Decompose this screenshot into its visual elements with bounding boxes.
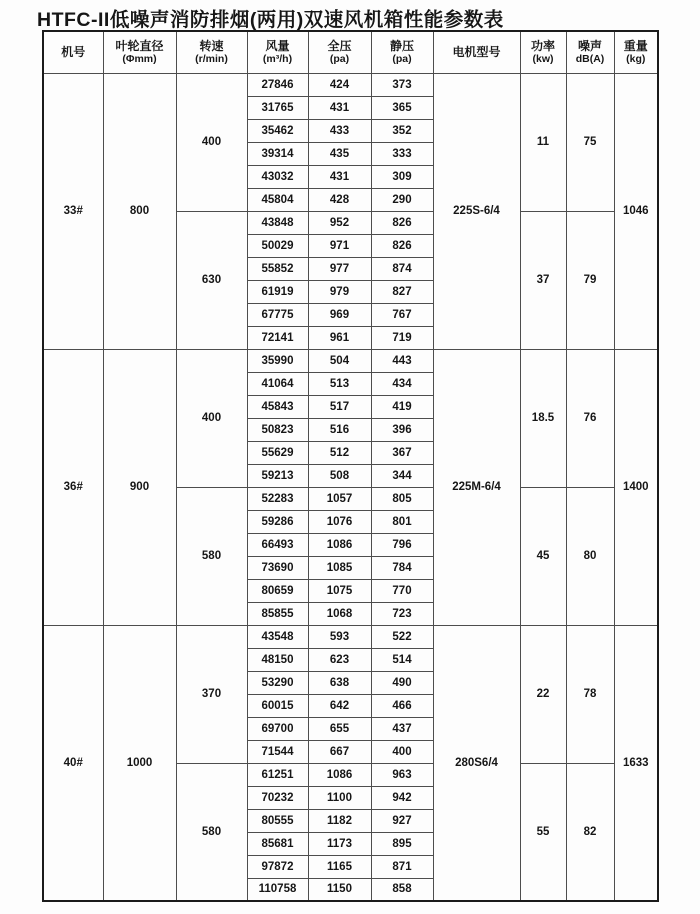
cell-noise: 82 (566, 763, 614, 901)
cell-total-pressure: 516 (308, 418, 371, 441)
cell-static-pressure: 443 (371, 349, 433, 372)
cell-total-pressure: 1085 (308, 556, 371, 579)
cell-weight: 1046 (614, 73, 658, 349)
cell-airflow: 43032 (247, 165, 308, 188)
cell-static-pressure: 490 (371, 671, 433, 694)
cell-airflow: 27846 (247, 73, 308, 96)
cell-airflow: 39314 (247, 142, 308, 165)
cell-power: 11 (520, 73, 566, 211)
cell-total-pressure: 655 (308, 717, 371, 740)
col-header-label: 转速 (199, 38, 224, 53)
cell-total-pressure: 642 (308, 694, 371, 717)
col-header-total-pressure (308, 31, 371, 73)
col-header-impeller-diameter (103, 31, 176, 73)
cell-total-pressure: 1173 (308, 832, 371, 855)
cell-static-pressure: 437 (371, 717, 433, 740)
col-header-unit: (m³/h) (262, 52, 293, 65)
cell-static-pressure: 927 (371, 809, 433, 832)
cell-static-pressure: 333 (371, 142, 433, 165)
cell-airflow: 45843 (247, 395, 308, 418)
cell-static-pressure: 826 (371, 211, 433, 234)
col-header-static-pressure (371, 31, 433, 73)
cell-static-pressure: 801 (371, 510, 433, 533)
cell-airflow: 69700 (247, 717, 308, 740)
cell-static-pressure: 365 (371, 96, 433, 119)
cell-static-pressure: 522 (371, 625, 433, 648)
cell-total-pressure: 428 (308, 188, 371, 211)
cell-static-pressure: 858 (371, 878, 433, 901)
cell-airflow: 61251 (247, 763, 308, 786)
cell-airflow: 31765 (247, 96, 308, 119)
cell-airflow: 35462 (247, 119, 308, 142)
col-header-weight (614, 31, 658, 73)
cell-total-pressure: 504 (308, 349, 371, 372)
cell-speed: 400 (176, 349, 247, 487)
cell-machine-no: 36# (43, 349, 103, 625)
cell-static-pressure: 373 (371, 73, 433, 96)
cell-airflow: 72141 (247, 326, 308, 349)
cell-total-pressure: 1100 (308, 786, 371, 809)
cell-airflow: 48150 (247, 648, 308, 671)
col-header-label: 电机型号 (452, 45, 501, 60)
col-header-label: 功率 (530, 38, 555, 53)
cell-total-pressure: 1165 (308, 855, 371, 878)
cell-airflow: 52283 (247, 487, 308, 510)
cell-airflow: 97872 (247, 855, 308, 878)
cell-static-pressure: 826 (371, 234, 433, 257)
cell-total-pressure: 512 (308, 441, 371, 464)
cell-total-pressure: 977 (308, 257, 371, 280)
cell-machine-no: 40# (43, 625, 103, 901)
cell-static-pressure: 784 (371, 556, 433, 579)
cell-total-pressure: 517 (308, 395, 371, 418)
cell-total-pressure: 1068 (308, 602, 371, 625)
cell-noise: 76 (566, 349, 614, 487)
cell-static-pressure: 400 (371, 740, 433, 763)
col-header-unit: (pa) (392, 52, 412, 65)
cell-airflow: 80659 (247, 579, 308, 602)
cell-static-pressure: 963 (371, 763, 433, 786)
cell-total-pressure: 433 (308, 119, 371, 142)
cell-static-pressure: 796 (371, 533, 433, 556)
col-header-label: 叶轮直径 (115, 38, 164, 53)
cell-machine-no: 33# (43, 73, 103, 349)
col-header-airflow (247, 31, 308, 73)
cell-power: 45 (520, 487, 566, 625)
col-header-speed (176, 31, 247, 73)
cell-static-pressure: 419 (371, 395, 433, 418)
cell-total-pressure: 971 (308, 234, 371, 257)
cell-static-pressure: 827 (371, 280, 433, 303)
cell-static-pressure: 367 (371, 441, 433, 464)
cell-static-pressure: 434 (371, 372, 433, 395)
col-header-noise (566, 31, 614, 73)
cell-airflow: 35990 (247, 349, 308, 372)
cell-total-pressure: 513 (308, 372, 371, 395)
cell-static-pressure: 942 (371, 786, 433, 809)
cell-total-pressure: 961 (308, 326, 371, 349)
cell-speed: 580 (176, 487, 247, 625)
cell-weight: 1400 (614, 349, 658, 625)
cell-airflow: 85855 (247, 602, 308, 625)
cell-total-pressure: 667 (308, 740, 371, 763)
cell-static-pressure: 871 (371, 855, 433, 878)
cell-airflow: 55852 (247, 257, 308, 280)
cell-static-pressure: 723 (371, 602, 433, 625)
cell-airflow: 80555 (247, 809, 308, 832)
cell-airflow: 85681 (247, 832, 308, 855)
cell-airflow: 50029 (247, 234, 308, 257)
cell-weight: 1633 (614, 625, 658, 901)
cell-total-pressure: 952 (308, 211, 371, 234)
cell-total-pressure: 1075 (308, 579, 371, 602)
cell-total-pressure: 623 (308, 648, 371, 671)
cell-airflow: 73690 (247, 556, 308, 579)
col-header-unit: (r/min) (195, 52, 228, 65)
cell-total-pressure: 1182 (308, 809, 371, 832)
col-header-motor-model (433, 31, 520, 73)
cell-static-pressure: 466 (371, 694, 433, 717)
cell-airflow: 43848 (247, 211, 308, 234)
cell-motor-model: 280S6/4 (433, 625, 520, 901)
cell-power: 55 (520, 763, 566, 901)
cell-noise: 75 (566, 73, 614, 211)
cell-speed: 630 (176, 211, 247, 349)
cell-static-pressure: 874 (371, 257, 433, 280)
cell-total-pressure: 431 (308, 96, 371, 119)
cell-total-pressure: 1076 (308, 510, 371, 533)
col-header-label: 重量 (623, 38, 648, 53)
cell-total-pressure: 593 (308, 625, 371, 648)
cell-power: 22 (520, 625, 566, 763)
cell-static-pressure: 770 (371, 579, 433, 602)
fan-spec-table (42, 30, 659, 902)
cell-total-pressure: 424 (308, 73, 371, 96)
cell-impeller-diameter: 900 (103, 349, 176, 625)
col-header-label: 全压 (327, 38, 352, 53)
cell-static-pressure: 767 (371, 303, 433, 326)
cell-airflow: 53290 (247, 671, 308, 694)
col-header-unit: (kg) (626, 52, 646, 65)
cell-airflow: 50823 (247, 418, 308, 441)
col-header-label: 噪声 (577, 38, 602, 53)
cell-noise: 79 (566, 211, 614, 349)
cell-total-pressure: 1086 (308, 763, 371, 786)
cell-speed: 580 (176, 763, 247, 901)
cell-noise: 78 (566, 625, 614, 763)
cell-total-pressure: 431 (308, 165, 371, 188)
table-body (43, 73, 658, 901)
cell-total-pressure: 979 (308, 280, 371, 303)
cell-power: 37 (520, 211, 566, 349)
cell-total-pressure: 508 (308, 464, 371, 487)
cell-airflow: 59213 (247, 464, 308, 487)
cell-speed: 370 (176, 625, 247, 763)
cell-airflow: 67775 (247, 303, 308, 326)
table-row (43, 349, 658, 372)
cell-airflow: 55629 (247, 441, 308, 464)
cell-airflow: 61919 (247, 280, 308, 303)
cell-total-pressure: 435 (308, 142, 371, 165)
col-header-unit: (kw) (532, 52, 554, 65)
cell-static-pressure: 719 (371, 326, 433, 349)
cell-airflow: 59286 (247, 510, 308, 533)
col-header-unit: (pa) (329, 52, 350, 65)
cell-airflow: 45804 (247, 188, 308, 211)
cell-total-pressure: 1150 (308, 878, 371, 901)
cell-total-pressure: 1057 (308, 487, 371, 510)
table-header (43, 31, 658, 73)
cell-airflow: 110758 (247, 878, 308, 901)
table-row (43, 625, 658, 648)
cell-impeller-diameter: 1000 (103, 625, 176, 901)
cell-motor-model: 225S-6/4 (433, 73, 520, 349)
col-header-label: 机号 (61, 45, 86, 60)
cell-total-pressure: 638 (308, 671, 371, 694)
col-header-label: 风量 (265, 38, 290, 53)
cell-airflow: 43548 (247, 625, 308, 648)
cell-static-pressure: 396 (371, 418, 433, 441)
cell-impeller-diameter: 800 (103, 73, 176, 349)
cell-airflow: 66493 (247, 533, 308, 556)
cell-airflow: 41064 (247, 372, 308, 395)
cell-total-pressure: 1086 (308, 533, 371, 556)
cell-speed: 400 (176, 73, 247, 211)
cell-noise: 80 (566, 487, 614, 625)
cell-static-pressure: 895 (371, 832, 433, 855)
cell-static-pressure: 805 (371, 487, 433, 510)
cell-static-pressure: 309 (371, 165, 433, 188)
col-header-power (520, 31, 566, 73)
cell-airflow: 70232 (247, 786, 308, 809)
cell-total-pressure: 969 (308, 303, 371, 326)
table-row (43, 73, 658, 96)
col-header-unit: dB(A) (575, 52, 605, 65)
col-header-label: 静压 (389, 38, 414, 53)
cell-static-pressure: 290 (371, 188, 433, 211)
cell-airflow: 60015 (247, 694, 308, 717)
col-header-machine-no (43, 31, 103, 73)
header-row (43, 31, 658, 73)
cell-airflow: 71544 (247, 740, 308, 763)
cell-motor-model: 225M-6/4 (433, 349, 520, 625)
cell-power: 18.5 (520, 349, 566, 487)
page-title: HTFC-II低噪声消防排烟(两用)双速风机箱性能参数表 (37, 9, 504, 31)
cell-static-pressure: 514 (371, 648, 433, 671)
cell-static-pressure: 352 (371, 119, 433, 142)
col-header-unit: (Φmm) (122, 52, 157, 65)
cell-static-pressure: 344 (371, 464, 433, 487)
